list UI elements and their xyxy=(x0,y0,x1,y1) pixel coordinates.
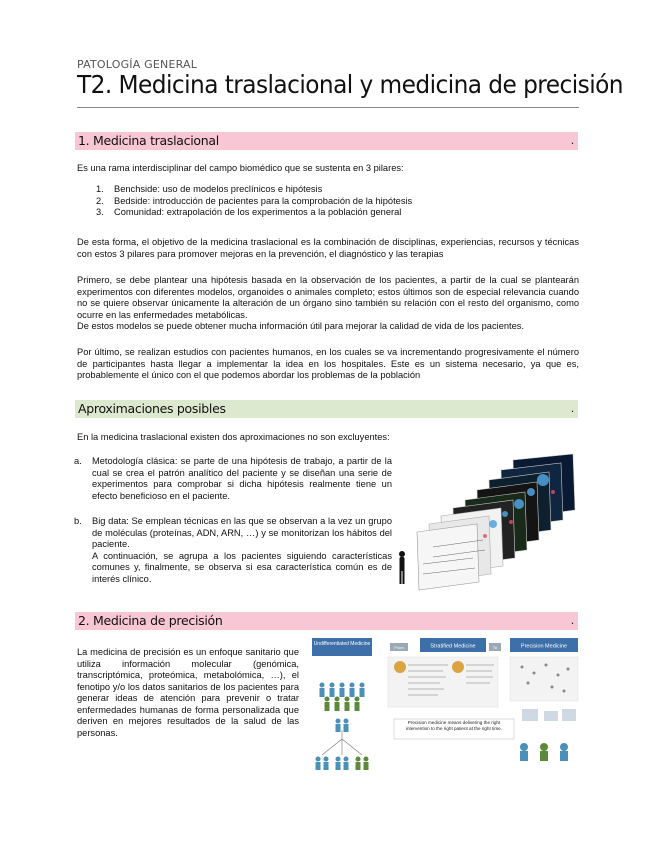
precision-panel xyxy=(510,657,578,701)
precision-paragraph: La medicina de precisión es un enfoque sanitario que utiliza información molecular (genómica, transcriptómica, proteómica, metabolómica, …), el fenotipo y/o los datos sanitarios de los pacientes para generar ideas de atención para prevenir o tratar enfermedades humanas de forma personalizada que deriven en mejores resultados de la salud de las personas. xyxy=(77,647,299,738)
section-heading-precision xyxy=(75,612,578,630)
subject-label: PATOLOGÍA GENERAL xyxy=(77,58,198,71)
paragraph: Por último, se realizan estudios con pacientes humanos, en los cuales se va incrementando progresivamente el número de participantes hasta llegar a implementar la idea en los hospitales. Este es un sistema necesario, ya que es, probablemente el único con el que podemos abordar los problemas de la población xyxy=(77,347,579,380)
section-heading-text: 1. Medicina traslacional xyxy=(78,133,219,148)
list-item xyxy=(96,184,412,196)
precision-medicine-figure xyxy=(308,635,580,795)
section-heading-text: Aproximaciones posibles xyxy=(78,401,226,416)
section-heading-translational xyxy=(75,132,578,150)
page-title: T2. Medicina traslacional y medicina de precisión xyxy=(77,70,623,99)
precision-statement-box xyxy=(394,719,514,739)
title-divider xyxy=(77,107,579,108)
precision-statement: Precision medicine means delivering the right intervention to the right patient at the right time. xyxy=(405,720,502,731)
list-marker: b. xyxy=(74,516,82,526)
list-number: 1. xyxy=(96,184,104,194)
arrow-label: From xyxy=(394,645,404,650)
section-heading-marker: . xyxy=(570,134,574,147)
section-heading-text: 2. Medicina de precisión xyxy=(78,613,223,628)
big-data-layers-figure xyxy=(393,452,579,597)
list-marker: a. xyxy=(74,456,82,466)
arrow-label: To xyxy=(492,645,498,650)
section1-intro: Es una rama interdisciplinar del campo biomédico que se sustenta en 3 pilares: xyxy=(77,163,404,173)
list-number: 2. xyxy=(96,195,104,206)
paragraph: De esta forma, el objetivo de la medicina traslacional es la combinación de disciplinas, experiencias, recursos y técnicas con estos 3 pilares para promover mejoras en la prevención, el diagnóstico y las terapias xyxy=(77,237,579,259)
list-number: 3. xyxy=(96,207,104,217)
list-text: Benchside: uso de modelos preclínicos e hipótesis xyxy=(114,184,323,194)
section-heading-marker: . xyxy=(570,402,574,415)
precision-patients xyxy=(520,743,568,761)
box-label: Undifferentiated Medicine xyxy=(313,641,371,647)
paragraph: De estos modelos se puede obtener mucha información útil para mejorar la calidad de vida de los pacientes. xyxy=(77,321,525,331)
section-heading-approaches xyxy=(75,400,578,418)
paragraph: Primero, se debe plantear una hipótesis basada en la observación de los pacientes, a partir de la cual se plantearán experimentos con diferentes modelos, organoides o animales completo; estos últimos son de especial relevancia cuando no se quiere observar únicamente la alteración de un órgano sino también su relación con el resto del organismo, como ocurre en las enfermedades metabólicas. xyxy=(77,275,579,320)
pillars-list xyxy=(96,184,412,219)
box-label: Precision Medicine xyxy=(520,643,568,650)
list-text: Comunidad: extrapolación de los experimentos a la población general xyxy=(114,207,402,217)
list-item xyxy=(96,196,412,208)
approach-item-classic xyxy=(74,456,392,502)
approach-item-bigdata xyxy=(74,516,392,585)
list-text: Bedside: introducción de pacientes para la comprobación de la hipótesis xyxy=(114,195,413,206)
section-heading-marker: . xyxy=(570,614,574,627)
box-label: Stratified Medicine xyxy=(430,643,476,650)
list-text-continued: A continuación, se agrupa a los pacientes siguiendo características comunes y, finalmente, se observa si esa característica común es de interés clínico. xyxy=(92,550,392,584)
list-text: Big data: Se emplean técnicas en las que se observan a la vez un grupo de moléculas (proteínas, ADN, ARN, …) y se monitorizan los hábitos del paciente. xyxy=(92,516,392,549)
list-item xyxy=(96,207,412,219)
list-text: Metodología clásica: se parte de una hipótesis de trabajo, a partir de la cual se crea el patrón analítico del paciente y se diseñan una serie de experimentos para comprobar si dicha hipótesis realmente tiene un efecto beneficioso en el paciente. xyxy=(92,456,392,501)
stratified-panel xyxy=(388,657,498,707)
approaches-intro: En la medicina traslacional existen dos aproximaciones no son excluyentes: xyxy=(77,432,390,442)
